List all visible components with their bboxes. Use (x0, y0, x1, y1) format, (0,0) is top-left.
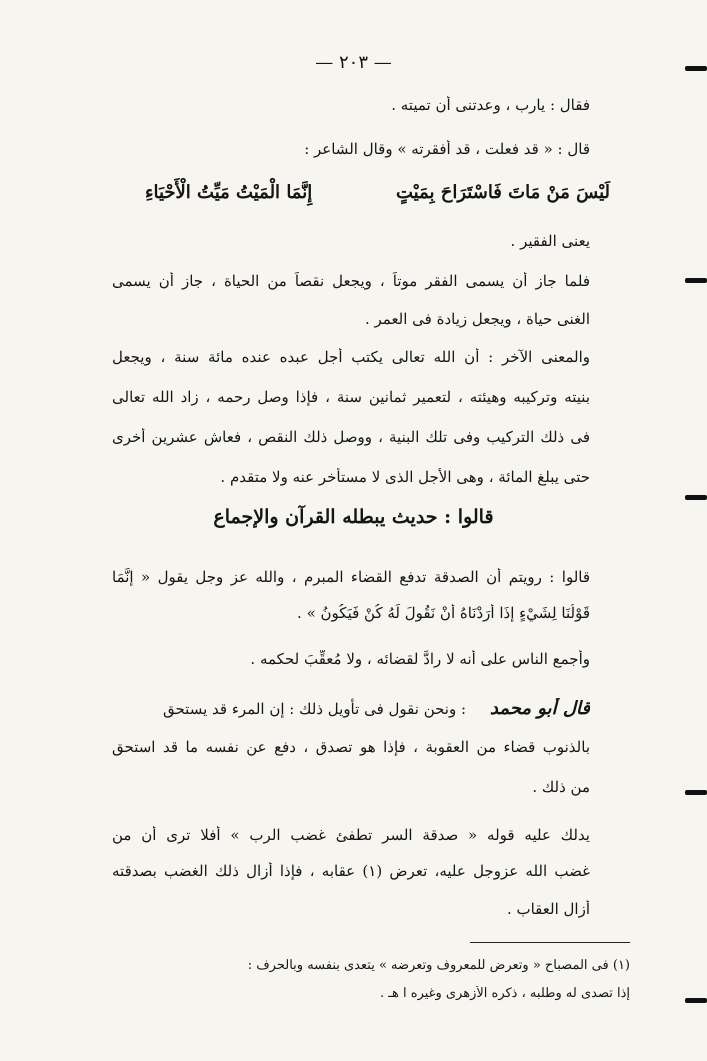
paragraph (112, 826, 590, 926)
page-number: — ٢٠٣ — (315, 52, 392, 73)
text-line: بنيته وتركيبه وهيئته ، لتعمير ثمانين سنة ، فإذا وصل رحمه ، زاد الله تعالى (112, 388, 590, 406)
text-line: من ذلك . (532, 778, 590, 796)
footnote-line: (١) فى المصباح « وتعرض للمعروف وتعرضه » يتعدى بنفسه وبالحرف : (247, 958, 630, 973)
verse-second-hemistich: إِنَّمَا الْمَيْتُ مَيِّتُ الْأَحْيَاءِ (145, 182, 313, 203)
footnote-divider (470, 942, 630, 943)
paragraph (112, 348, 590, 498)
text-line: يدلك عليه قوله « صدقة السر تطفئ غضب الرب » أفلا ترى أن من (112, 826, 590, 844)
text-line: والمعنى الآخر : أن الله تعالى يكتب أجل عبده عنده مائة سنة ، ويجعل (112, 348, 590, 366)
scan-edge-mark (685, 495, 707, 500)
text-line: وأجمع الناس على أنه لا رادَّ لقضائه ، ولا مُعقِّبَ لحكمه . (250, 650, 590, 668)
paragraph (112, 232, 590, 332)
text-line: فقال : يارب ، وعدتنى أن تميته . (391, 96, 590, 114)
text-line: فلما جاز أن يسمى الفقر موتاً ، ويجعل نقصاً من الحياة ، جاز أن يسمى (112, 272, 590, 290)
text-line: بالذنوب قضاء من العقوبة ، فإذا هو تصدق ، دفع عن نفسه ما قد استحق (112, 738, 590, 756)
text-line: قال : « قد فعلت ، قد أفقرته » وقال الشاعر : (304, 140, 590, 158)
scan-edge-mark (685, 790, 707, 795)
section-title: قالوا : حديث يبطله القرآن والإجماع (213, 506, 494, 528)
poetry-verse (145, 182, 610, 212)
scan-edge-mark (685, 66, 707, 71)
text-line: حتى يبلغ المائة ، وهى الأجل الذى لا مستأخر عنه ولا متقدم . (220, 468, 590, 486)
text-line: قَوْلُنَا لِشَيْءٍ إِذَا أَرَدْنَاهُ أَنْ نَقُولَ لَهُ كُنْ فَيَكُونُ » . (297, 604, 590, 622)
paragraph (112, 568, 590, 678)
text-line: يعنى الفقير . (510, 232, 590, 250)
text-line: أزال العقاب . (506, 900, 590, 918)
scan-edge-mark (685, 278, 707, 283)
text-line: قالوا : رويتم أن الصدقة تدفع القضاء المبرم ، والله عز وجل يقول « إِنَّمَا (112, 568, 590, 586)
footnote (130, 958, 630, 1018)
scan-edge-mark (685, 998, 707, 1003)
paragraph (112, 698, 590, 808)
footnote-line: إذا تصدى له وطلبه ، ذكره الأزهرى وغيره ا هـ . (379, 986, 630, 1001)
text-span: : ونحن نقول فى تأويل ذلك : إن المرء قد يستحق (162, 700, 467, 718)
speaker-name: قال أبو محمد (489, 698, 590, 719)
opening-lines (112, 96, 590, 158)
text-line: الغنى حياة ، ويجعل زيادة فى العمر . (364, 310, 590, 328)
verse-first-hemistich: لَيْسَ مَنْ مَاتَ فَاسْتَرَاحَ بِمَيْتٍ (395, 182, 610, 203)
text-line (112, 698, 590, 719)
text-line: غضب الله عزوجل عليه، تعرض (١) عقابه ، فإذا أزال ذلك الغضب بصدقته (112, 862, 590, 880)
text-line: فى ذلك التركيب وفى تلك البنية ، ووصل ذلك النقص ، فعاش عشرين أخرى (112, 428, 590, 446)
